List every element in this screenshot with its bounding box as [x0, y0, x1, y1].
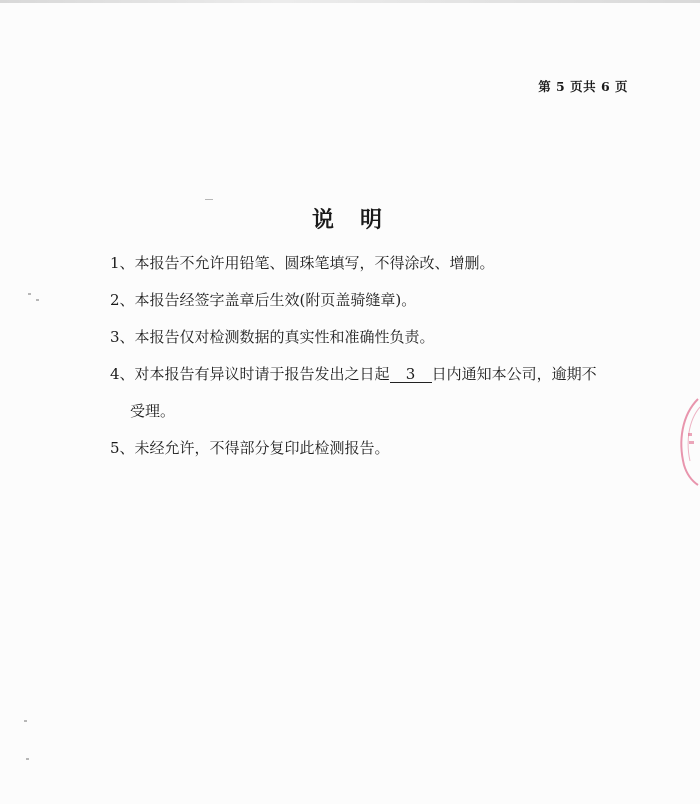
scan-speck	[28, 293, 31, 295]
note-item-2	[110, 282, 650, 319]
scan-speck	[36, 299, 39, 301]
seal-edge-icon	[674, 395, 700, 487]
note-text: 未经允许，不得部分复印此检测报告。	[134, 439, 390, 457]
note-item-4-continuation	[110, 393, 650, 430]
note-number: 3、	[110, 328, 135, 346]
note-number: 4、	[110, 365, 135, 383]
note-text-before: 对本报告有异议时请于报告发出之日起	[134, 365, 390, 383]
note-number: 2、	[110, 291, 135, 309]
note-text-continuation: 受理。	[130, 402, 176, 420]
note-item-1	[110, 245, 650, 282]
page-indicator: 第 5 页共 6 页	[538, 79, 628, 94]
scan-speck	[24, 720, 27, 722]
note-item-3	[110, 319, 650, 356]
notes-list	[110, 245, 650, 467]
red-seal-fragment	[674, 395, 700, 487]
note-item-5	[110, 430, 650, 467]
objection-days: 3	[390, 366, 432, 383]
note-number: 5、	[110, 439, 135, 457]
scan-speck	[205, 199, 213, 200]
note-text: 本报告仅对检测数据的真实性和准确性负责。	[134, 328, 435, 346]
note-number: 1、	[110, 254, 135, 272]
scan-speck	[26, 758, 29, 760]
note-text: 本报告不允许用铅笔、圆珠笔填写，不得涂改、增删。	[134, 254, 495, 272]
note-text-after: 日内通知本公司，逾期不	[431, 365, 597, 383]
note-text: 本报告经签字盖章后生效(附页盖骑缝章)。	[134, 291, 417, 309]
scan-edge	[0, 0, 700, 3]
note-item-4	[110, 356, 650, 393]
page-title: 说明	[311, 207, 408, 233]
